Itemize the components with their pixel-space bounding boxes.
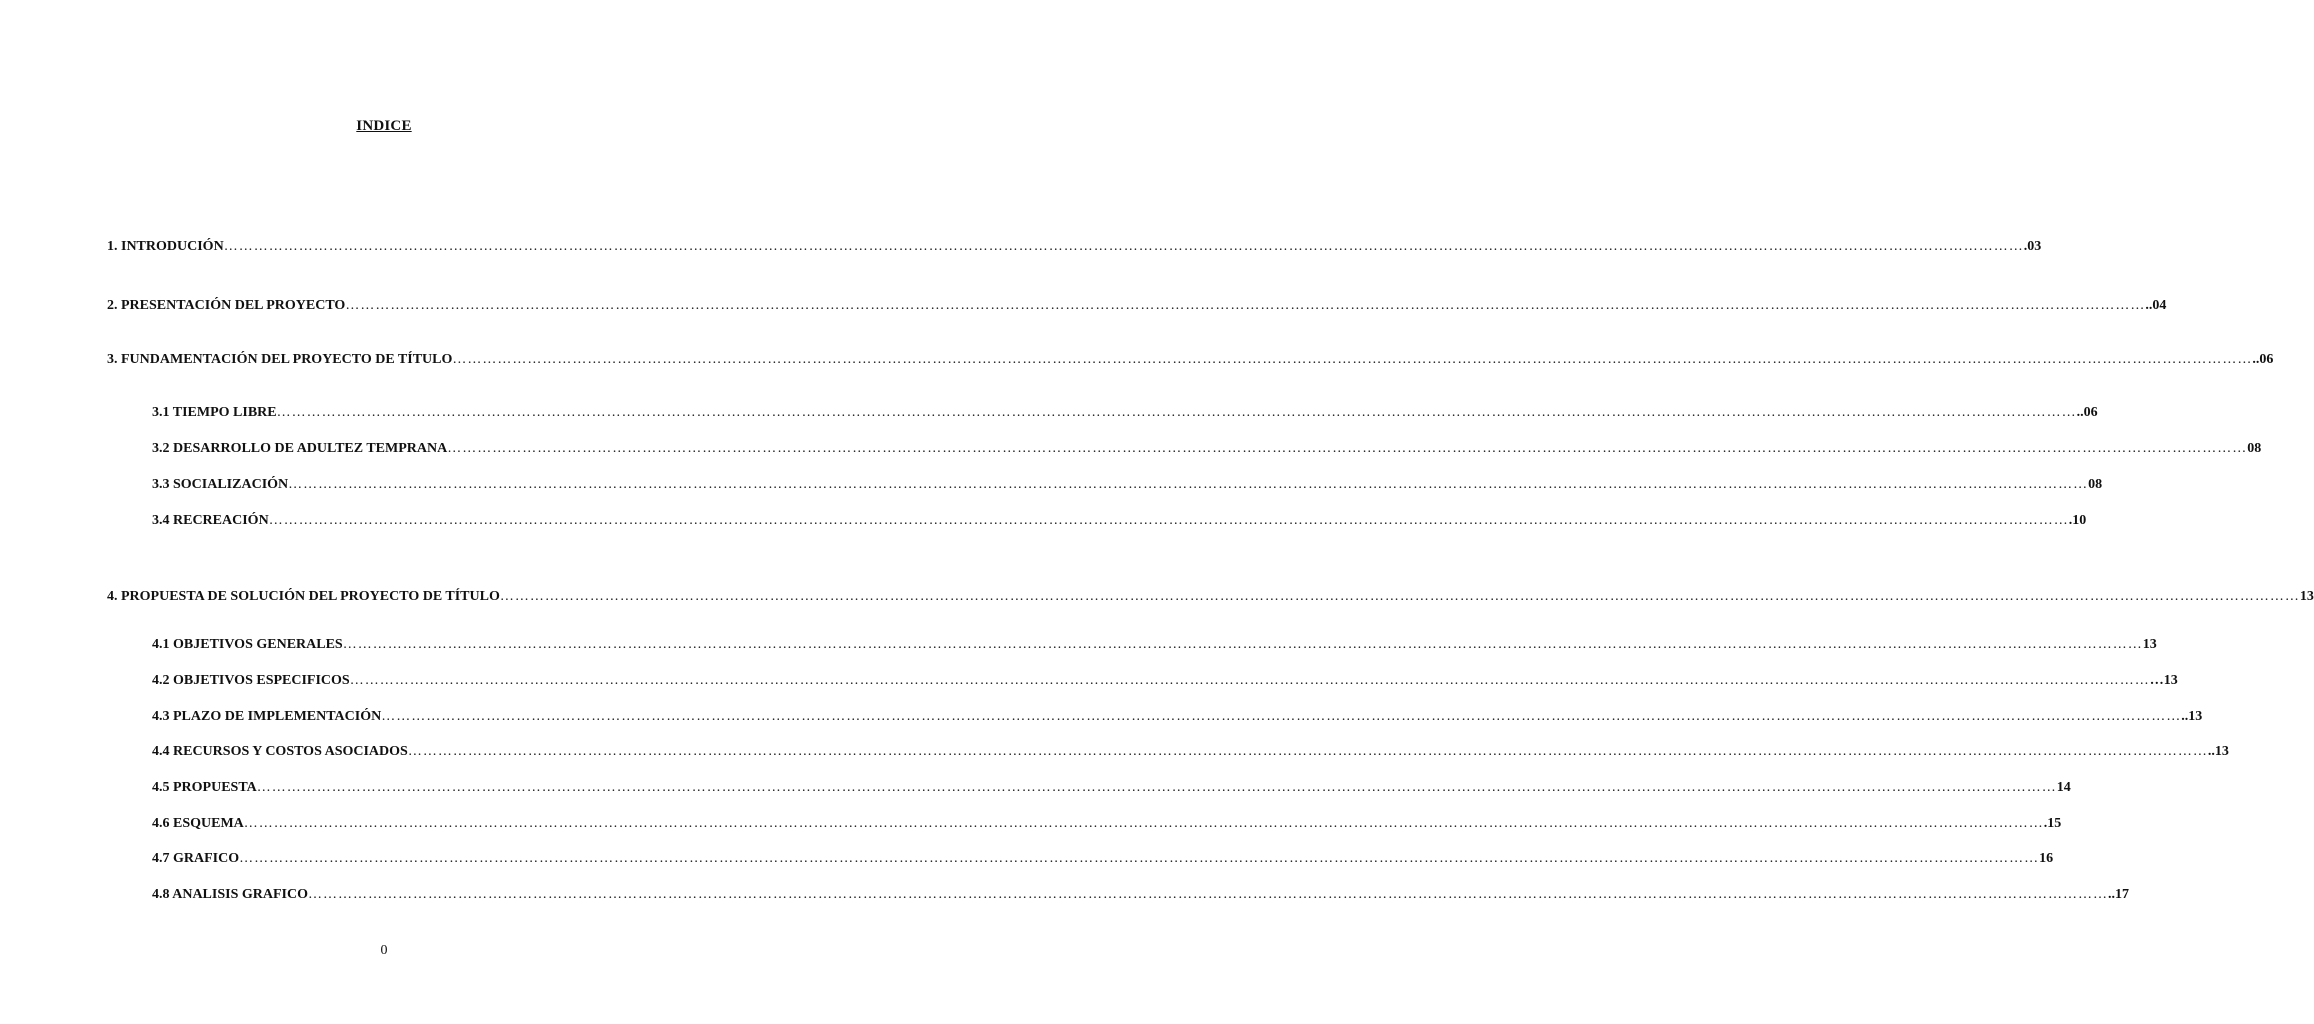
toc-entry-page: ..06 (2252, 352, 2274, 367)
dot-leader: ……………………………………………………………………………………………………………………………………………………………………………………………………………………………………………………………………………………………………………………………… (381, 709, 2182, 724)
toc-entry-4-4 (152, 743, 2229, 761)
toc-entry-label: 4.2 OBJETIVOS ESPECIFICOS (152, 673, 350, 688)
toc-entry-label: 3.1 TIEMPO LIBRE (152, 405, 277, 420)
toc-entry-3-2 (152, 440, 2262, 458)
toc-entry-page: .10 (2068, 513, 2087, 528)
toc-entry-4-1 (152, 636, 2157, 654)
toc-entry-label: 3.3 SOCIALIZACIÓN (152, 477, 289, 492)
toc-entry-page: …13 (2149, 673, 2178, 688)
toc-entry-page: ..17 (2107, 887, 2129, 902)
toc-entry-page: 14 (2056, 780, 2071, 795)
toc-entry-page: 16 (2039, 851, 2054, 866)
toc-entry-3-4 (152, 512, 2087, 530)
toc-entry-3-3 (152, 476, 2103, 494)
dot-leader: ……………………………………………………………………………………………………………………………………………………………………………………………………………………………………………………………………………………………………………………………… (268, 513, 2069, 528)
dot-leader: ……………………………………………………………………………………………………………………………………………………………………………………………………………………………………………………………………………………………………………………………… (256, 780, 2057, 795)
toc-entry-label: 4.3 PLAZO DE IMPLEMENTACIÓN (152, 709, 382, 724)
toc-entry-3-1 (152, 404, 2098, 422)
page-title: INDICE (356, 118, 412, 134)
dot-leader: ……………………………………………………………………………………………………………………………………………………………………………………………………………………………………………………………………………………………………………………………… (307, 887, 2108, 902)
toc-entry-4-2 (152, 672, 2178, 690)
toc-entry-2 (107, 297, 2167, 315)
toc-entry-label: 4.8 ANALISIS GRAFICO (152, 887, 308, 902)
toc-entry-label: 3.2 DESARROLLO DE ADULTEZ TEMPRANA (152, 441, 448, 456)
toc-entry-page: .03 (2023, 239, 2042, 254)
dot-leader: ……………………………………………………………………………………………………………………………………………………………………………………………………………………………………………………………………………………………………………………………… (243, 816, 2044, 831)
footer-page-number: 0 (380, 943, 388, 958)
toc-entry-page: 08 (2088, 477, 2103, 492)
toc-entry-label: 2. PRESENTACIÓN DEL PROYECTO (107, 298, 346, 313)
toc-entry-label: 4.1 OBJETIVOS GENERALES (152, 637, 343, 652)
toc-entry-page: ..06 (2076, 405, 2098, 420)
toc-entry-4-7 (152, 850, 2054, 868)
toc-entry-page: ..13 (2207, 744, 2229, 759)
toc-entry-label: 4. PROPUESTA DE SOLUCIÓN DEL PROYECTO DE TÍTULO (107, 589, 500, 604)
toc-entry-label: 4.7 GRAFICO (152, 851, 240, 866)
dot-leader: ……………………………………………………………………………………………………………………………………………………………………………………………………………………………………………………………………………………………………………………………… (223, 239, 2024, 254)
toc-entry-page: .15 (2043, 816, 2062, 831)
dot-leader: ……………………………………………………………………………………………………………………………………………………………………………………………………………………………………………………………………………………………………………………………… (276, 405, 2077, 420)
toc-entry-4-8 (152, 886, 2129, 904)
toc-entry-page: 08 (2247, 441, 2262, 456)
toc-entry-3 (107, 351, 2274, 369)
toc-entry-label: 4.5 PROPUESTA (152, 780, 257, 795)
dot-leader: ……………………………………………………………………………………………………………………………………………………………………………………………………………………………………………………………………………………………………………………………… (452, 352, 2253, 367)
dot-leader: ……………………………………………………………………………………………………………………………………………………………………………………………………………………………………………………………………………………………………………………………… (342, 637, 2143, 652)
dot-leader: ……………………………………………………………………………………………………………………………………………………………………………………………………………………………………………………………………………………………………………………………… (407, 744, 2208, 759)
toc-entry-label: 3.4 RECREACIÓN (152, 513, 269, 528)
toc-entry-label: 3. FUNDAMENTACIÓN DEL PROYECTO DE TÍTULO (107, 352, 453, 367)
toc-entry-page: 13 (2299, 589, 2314, 604)
dot-leader: ……………………………………………………………………………………………………………………………………………………………………………………………………………………………………………………………………………………………………………………………… (345, 298, 2146, 313)
toc-entry-4-3 (152, 708, 2203, 726)
dot-leader: ……………………………………………………………………………………………………………………………………………………………………………………………………………………………………………………………………………………………………………………………… (447, 441, 2248, 456)
toc-entry-page: 13 (2142, 637, 2157, 652)
toc-entry-page: ..13 (2181, 709, 2203, 724)
dot-leader: ……………………………………………………………………………………………………………………………………………………………………………………………………………………………………………………………………………………………………………………………… (499, 589, 2300, 604)
dot-leader: ……………………………………………………………………………………………………………………………………………………………………………………………………………………………………………………………………………………………………………………………… (349, 673, 2150, 688)
toc-entry-label: 4.6 ESQUEMA (152, 816, 244, 831)
toc-entry-1 (107, 238, 2042, 256)
toc-entry-page: ..04 (2145, 298, 2167, 313)
toc-entry-4-5 (152, 779, 2071, 797)
dot-leader: ……………………………………………………………………………………………………………………………………………………………………………………………………………………………………………………………………………………………………………………………… (239, 851, 2040, 866)
toc-entry-4 (107, 588, 2314, 606)
dot-leader: ……………………………………………………………………………………………………………………………………………………………………………………………………………………………………………………………………………………………………………………………… (288, 477, 2089, 492)
toc-entry-label: 4.4 RECURSOS Y COSTOS ASOCIADOS (152, 744, 408, 759)
toc-entry-4-6 (152, 815, 2062, 833)
toc-entry-label: 1. INTRODUCIÓN (107, 239, 224, 254)
